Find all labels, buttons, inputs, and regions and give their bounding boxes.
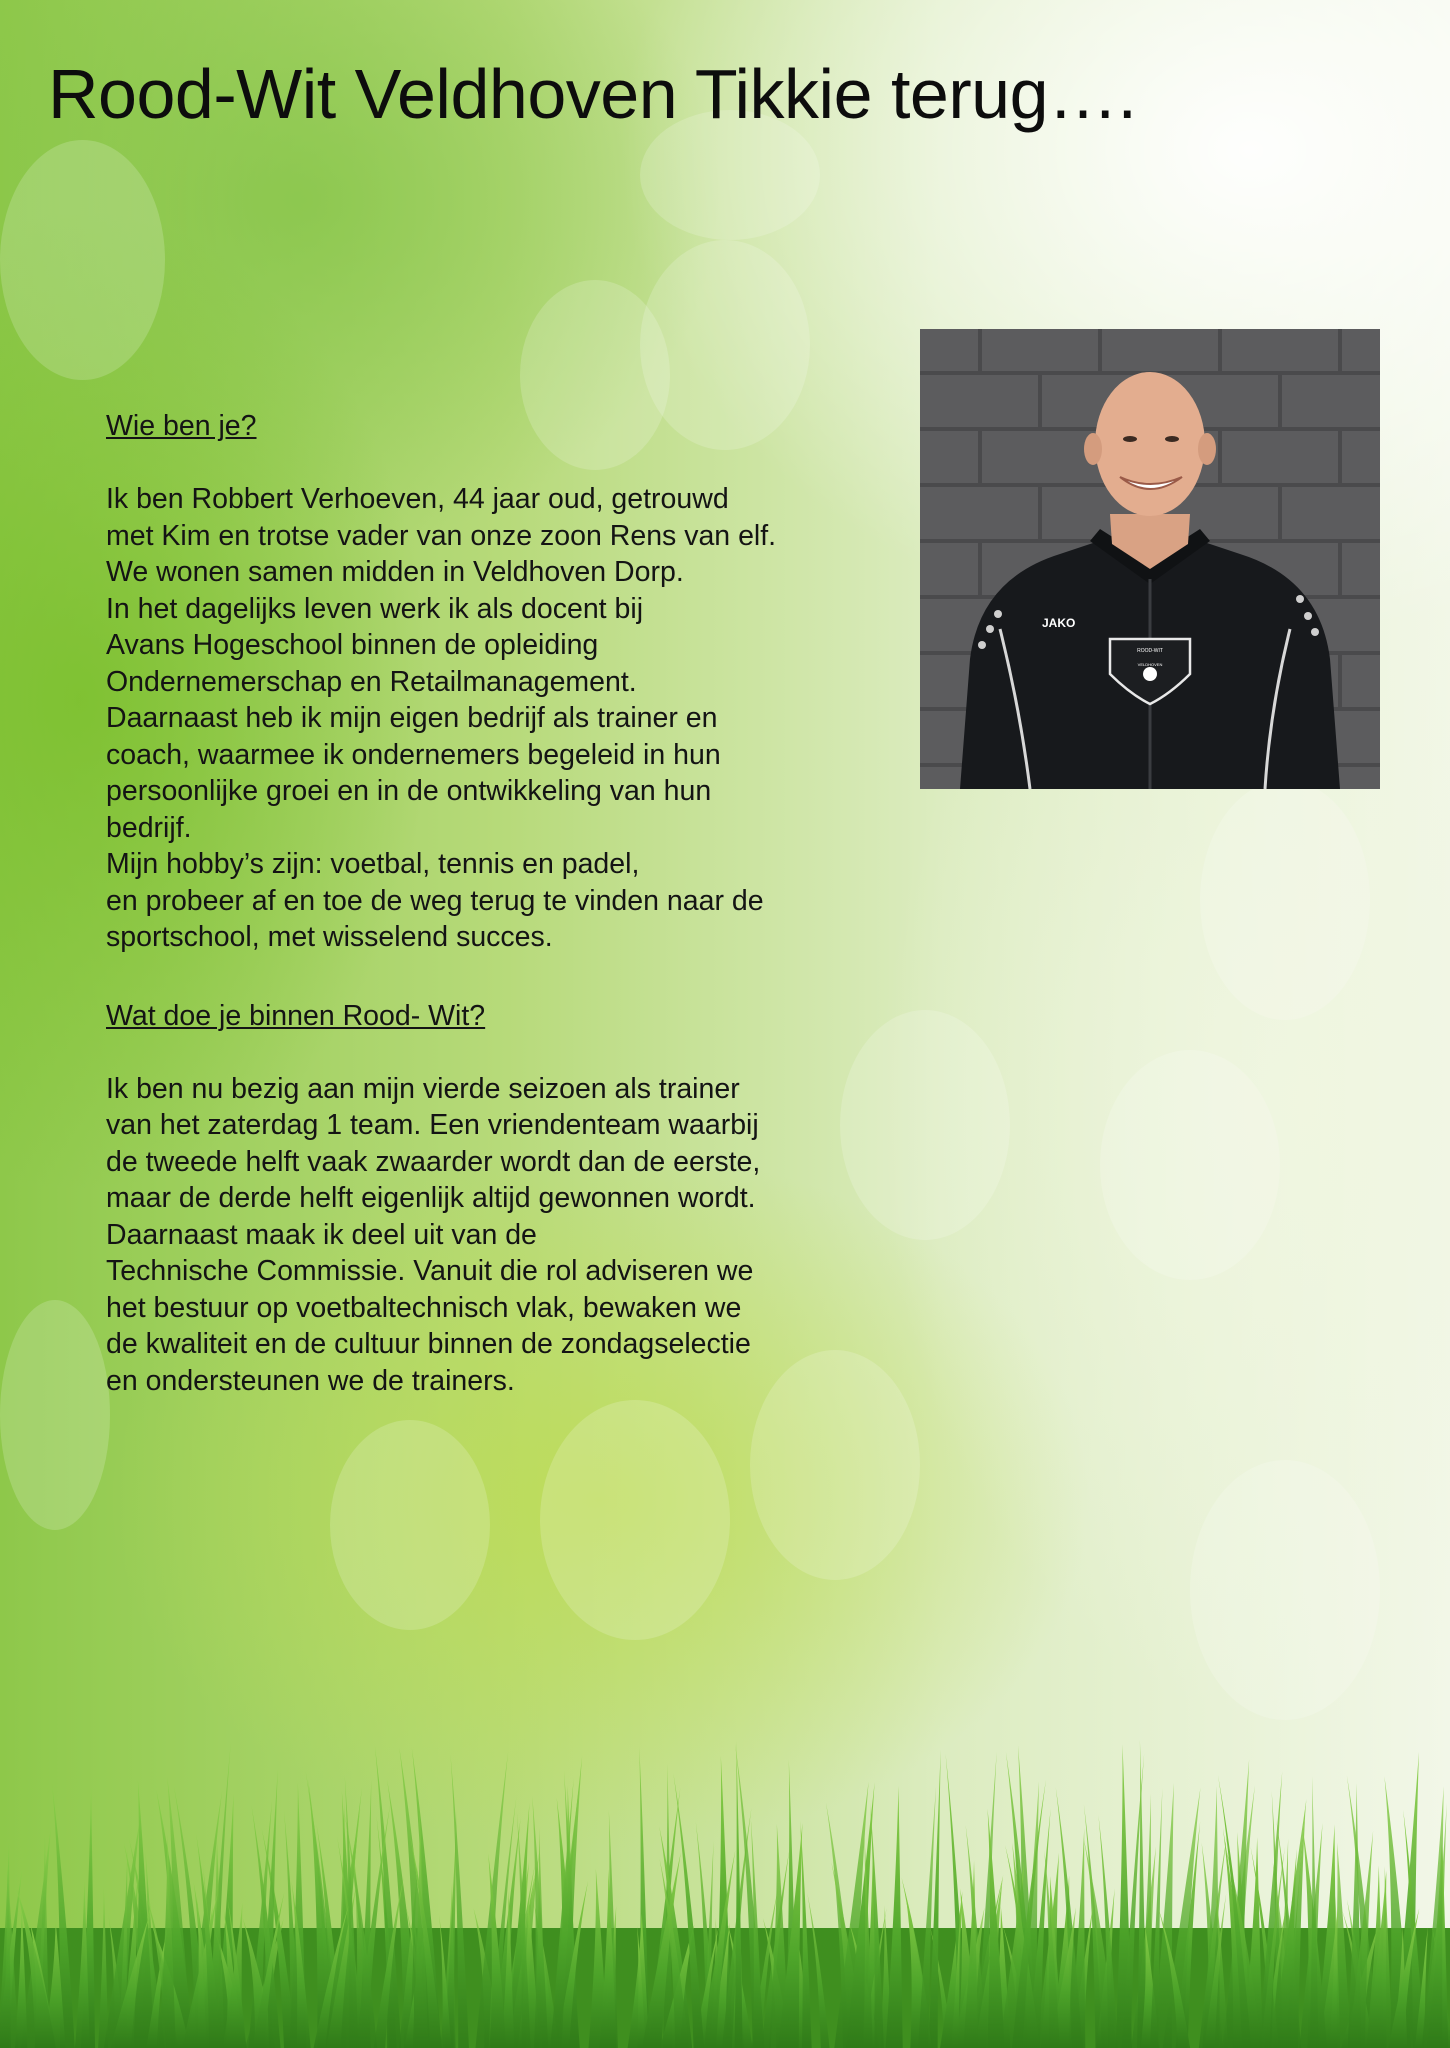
- article-body: [106, 408, 886, 1399]
- badge-text-top: ROOD-WIT: [1137, 648, 1163, 654]
- text-line: Ik ben nu bezig aan mijn vierde seizoen als trainer: [106, 1072, 740, 1105]
- section-text-who: [106, 481, 886, 956]
- section-heading-role: Wat doe je binnen Rood- Wit?: [106, 999, 486, 1032]
- section-heading-who: Wie ben je?: [106, 410, 257, 442]
- text-line: Technische Commissie. Vanuit die rol adviseren we: [106, 1255, 754, 1287]
- text-line: met Kim en trotse vader van onze zoon Rens van elf.: [106, 519, 777, 552]
- bokeh-light: [0, 1300, 110, 1530]
- text-line: coach, waarmee ik ondernemers begeleid in hun: [106, 738, 721, 771]
- bokeh-light: [330, 1420, 490, 1630]
- text-line: bedrijf.: [106, 811, 192, 844]
- portrait-photo: [920, 329, 1380, 789]
- text-line: We wonen samen midden in Veldhoven Dorp.: [106, 556, 684, 588]
- text-line: van het zaterdag 1 team. Een vriendenteam waarbij: [106, 1109, 759, 1141]
- page-title: Rood-Wit Veldhoven Tikkie terug….: [48, 55, 1137, 133]
- badge-text-bottom: VELDHOVEN: [1137, 662, 1163, 667]
- section-text-role: [106, 1071, 886, 1400]
- text-line: en ondersteunen we de trainers.: [106, 1364, 515, 1397]
- text-line: Daarnaast maak ik deel uit van de: [106, 1218, 537, 1251]
- text-line: Ondernemerschap en Retailmanagement.: [106, 665, 637, 698]
- bokeh-light: [540, 1400, 730, 1640]
- grass-decoration: [0, 1728, 1450, 2048]
- text-line: Ik ben Robbert Verhoeven, 44 jaar oud, getrouwd: [106, 483, 729, 515]
- jacket-brand-text: JAKO: [1042, 616, 1076, 630]
- text-line: de tweede helft vaak zwaarder wordt dan de eerste,: [106, 1145, 761, 1178]
- text-line: maar de derde helft eigenlijk altijd gewonnen wordt.: [106, 1182, 756, 1214]
- text-line: de kwaliteit en de cultuur binnen de zondagselectie: [106, 1328, 751, 1360]
- bokeh-light: [1100, 1050, 1280, 1280]
- bokeh-light: [1200, 780, 1370, 1020]
- bokeh-light: [0, 140, 165, 380]
- text-line: en probeer af en toe de weg terug te vinden naar de: [106, 884, 764, 917]
- bokeh-light: [1190, 1460, 1380, 1720]
- text-line: het bestuur op voetbaltechnisch vlak, bewaken we: [106, 1291, 742, 1324]
- text-line: persoonlijke groei en in de ontwikkeling van hun: [106, 775, 712, 807]
- text-line: Avans Hogeschool binnen de opleiding: [106, 629, 599, 661]
- text-line: In het dagelijks leven werk ik als docent bij: [106, 592, 644, 625]
- text-line: Daarnaast heb ik mijn eigen bedrijf als trainer en: [106, 702, 718, 734]
- text-line: sportschool, met wisselend succes.: [106, 921, 553, 953]
- text-line: Mijn hobby’s zijn: voetbal, tennis en padel,: [106, 848, 640, 880]
